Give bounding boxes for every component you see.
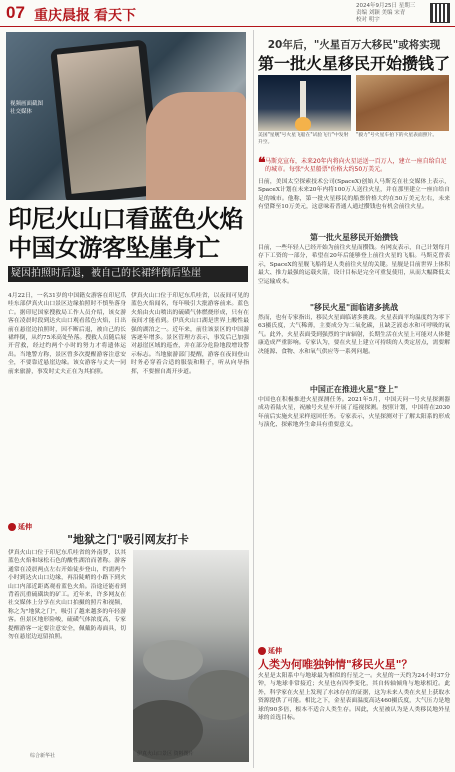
- kicker-title: 20年后，"火星百万大移民"或将实现: [267, 39, 441, 51]
- photo-caption: "毅力"号火星车拍下的火星表面照片。: [356, 133, 438, 138]
- newspaper-name: 重庆晨报: [34, 8, 90, 24]
- section-heading: 第一批火星移民开始攒钱: [310, 233, 398, 242]
- section-name: 看天下: [94, 8, 136, 24]
- date-line: 2024年9月25日 星期三: [356, 3, 416, 9]
- article-column: 4月22日，一名31岁的中国籍女游客在印尼爪哇东部伊真火山口景区边缘拍照时不慎坠落身亡。据印尼国家搜救局工作人员介绍，该女游客在凌晨时段到达火山口观看蓝色火焰，日出前在悬崖边拍照时，因不断后退，被自己的长裙绊倒，从约75米高处坠落。搜救人员随后展开营救，经过约两个小时的努力才将遗体运出。当地警方称，景区曾多次提醒游客注意安全，不要靠近悬崖边缘。该女游客与丈夫一同前来旅游，事发时丈夫正在为其拍照。: [8, 293, 126, 375]
- volcano-crater-photo: [133, 550, 249, 762]
- rock-shape: [143, 640, 203, 680]
- rock-shape: [188, 670, 249, 720]
- photo-caption: 伊真火山口景区 资料图片: [137, 751, 194, 757]
- section-heading: "移民火星"面临诸多挑战: [309, 303, 399, 312]
- tag-dot-icon: [8, 523, 16, 531]
- article-body: 中国也在积极推进火星探测任务。2021年5月，中国天问一号火星探测器成功着陆火星，祝融号火星车开展了巡视探测。按照计划，中国将在2030年前后实施火星采样返回任务。专家表示，火星探测对于了解太阳系的形成与演化、探索地外生命具有重要意义。: [258, 397, 450, 429]
- headline-line: 印尼火山口看蓝色火焰: [8, 204, 243, 233]
- hand-shape: [146, 92, 246, 200]
- right-sub-title: 人类为何唯独钟情"移民火星"？: [258, 658, 413, 671]
- article-body: 火星是太阳系中与地球最为相似的行星之一。火星的一天约为24小时37分钟，与地球非常接近；火星也有四季变化，其自转轴倾角与地球相近。此外，科学家在火星上发现了水冰存在的证据，这为未来人类在火星上获取水资源提供了可能。相比之下，金星表面温度高达460摄氏度，大气压力是地球的90多倍，根本不适合人类生存。因此，火星被认为是人类移民地外星球的首选目标。: [258, 673, 450, 722]
- qr-code-icon: [430, 3, 450, 23]
- phone-screen: [57, 46, 153, 194]
- editor-line: 责编 刘颖 美编 宋青: [356, 10, 406, 16]
- caption-line: 视频画面截图: [10, 101, 44, 107]
- page-number: 07: [6, 3, 25, 22]
- mars-surface-photo: [356, 75, 449, 131]
- article-column: 伊真火山口位于印尼东爪哇省的外南梦，以其蓝色火焰和绿松石色的酸性湖泊而著称。游客通常在凌晨两点左右开始徒步登山，约需两个小时到达火山口边缘，再沿陡峭的小路下到火山口内部近距离观看蓝色火焰。沿途还能看到背着沉重硫磺块的矿工。近年来，许多网友在社交媒体上分享在火山口拍摄的照片和视频，称之为"地狱之门"，吸引了越来越多的年轻游客。但景区地形险峻，硫磺气体浓度高，专家提醒游客一定要注意安全，佩戴防毒面具，切勿在悬崖边逗留拍照。: [8, 550, 126, 641]
- page-header: [0, 0, 455, 27]
- main-headline: [8, 204, 248, 262]
- proofreader-line: 校对 明宇: [356, 17, 380, 23]
- article-body: 然而，也有专家指出，移民火星面临诸多挑战。火星表面平均温度约为零下63摄氏度，大气稀薄，主要成分为二氧化碳，且缺乏液态水和可呼吸的氧气。此外，火星表面受到强烈的宇宙辐射，长期生活在火星上可能对人体健康造成严重影响。专家认为，要在火星上建立可持续的人类定居点，需要解决能源、食物、水和氧气供应等一系列问题。: [258, 315, 450, 355]
- extension-tag: [8, 516, 48, 531]
- section-heading: 中国正在推进火星"登上": [309, 385, 399, 394]
- article-body: 目前，一些年轻人已经开始为前往火星而攒钱。有网友表示，自己计划每月存下工资的一部分，希望在20年后能够登上前往火星的飞船。马斯克曾表示，SpaceX的星舰飞船将是人类前往火星的关键。星舰是目前世界上体积最大、推力最强的运载火箭，设计目标是完全可重复使用，从而大幅降低太空运输成本。: [258, 245, 450, 285]
- flame-shape: [295, 117, 311, 131]
- tag-label: 延伸: [268, 646, 282, 655]
- photo-caption: [10, 100, 43, 116]
- tag-label: 延伸: [18, 522, 32, 531]
- pull-quote: 马斯克宣布，未来20年内将向火星运送一百万人，建立一座自给自足的城市。每张"火星船票"价格大约50万美元。: [265, 158, 447, 173]
- right-headline: 第一批火星移民开始攒钱了: [258, 54, 451, 73]
- rocket-launch-photo: [258, 75, 351, 131]
- sub-article-title: "地狱之门"吸引网友打卡: [67, 533, 189, 546]
- photo-caption: 美国"星舰"号火星飞船在"试验飞行"中发射升空。: [258, 133, 349, 145]
- caption-line: 社交媒体: [10, 109, 33, 115]
- subheadline: 疑因拍照时后退，被自己的长裙绊倒后坠崖: [8, 266, 248, 282]
- article-intro: 日前，美国太空探索技术公司(SpaceX)创始人马斯克在社交媒体上表示，SpaceX计划在未来20年内将100万人送往火星，并在那里建立一座自给自足的城市。他称，第一批火星移民的船票价格大约在50万美元左右，未来有望降至10万美元，这意味着普通人通过攒钱也有机会前往火星。: [258, 179, 450, 211]
- phone-video-photo: [6, 32, 246, 200]
- headline-line: 中国女游客坠崖身亡: [8, 233, 220, 262]
- date-info: [356, 3, 426, 24]
- article-column: 伊真火山口位于印尼东爪哇省，以夜间可见的蓝色火焰闻名，每年吸引大批游客前来。蓝色火焰由火山喷出的硫磺气体燃烧形成，只有在夜间才能看到。伊真火山口湖是世界上酸性最强的湖泊之一。近年来，前往该景区的中国游客逐年增多。景区管理方表示，事发后已加强对悬崖区域的巡查，并在部分危险地段增设警示标志。当地旅游部门提醒，游客在夜间登山时务必穿着合适的服装和鞋子，听从向导指挥，不要擅自离开步道。: [131, 293, 249, 375]
- source-credit: 综合新华社: [30, 753, 56, 759]
- tag-dot-icon: [258, 647, 266, 655]
- rocket-shape: [300, 81, 306, 119]
- quote-mark-icon: ❝: [258, 155, 266, 171]
- column-divider: [253, 30, 254, 768]
